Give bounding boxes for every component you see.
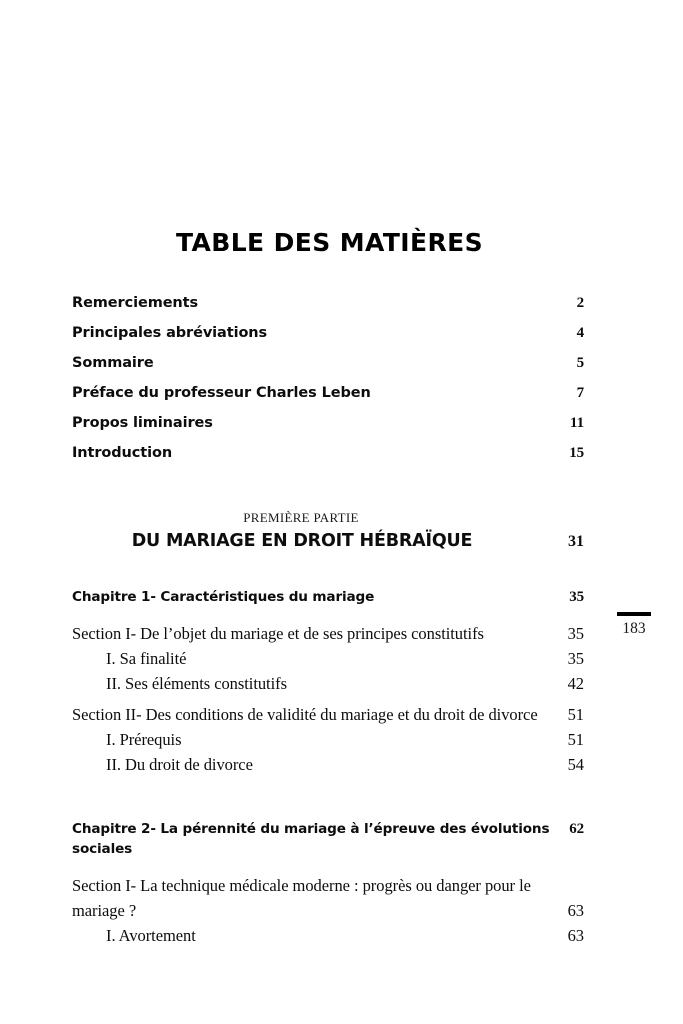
folio-rule xyxy=(617,612,651,616)
subsection-entry[interactable] xyxy=(72,923,584,948)
chapter-page: 62 xyxy=(569,821,584,837)
section-entry[interactable] xyxy=(72,702,584,727)
subsection-page: 42 xyxy=(567,674,584,693)
toc-entry[interactable] xyxy=(72,408,584,438)
toc-entry-page: 11 xyxy=(570,415,584,431)
subsection-entry[interactable] xyxy=(72,752,584,777)
subsection-label: II. Du droit de divorce xyxy=(106,755,253,774)
toc-entry[interactable] xyxy=(72,318,584,348)
toc-entry-page: 15 xyxy=(569,445,584,461)
subsection-label: I. Avortement xyxy=(106,926,196,945)
toc-entry[interactable] xyxy=(72,348,584,378)
subsection-label: II. Ses éléments constitutifs xyxy=(106,674,287,693)
toc-entry-page: 5 xyxy=(576,355,584,371)
chapter-page: 35 xyxy=(569,589,584,605)
toc-entry[interactable] xyxy=(72,378,584,408)
subsection-page: 63 xyxy=(567,926,584,945)
chapter-label: Chapitre 2- La pérennité du mariage à l’épreuve des évolutions sociales xyxy=(72,821,550,857)
folio-number: 183 xyxy=(622,620,646,637)
subsection-entry[interactable] xyxy=(72,727,584,752)
chapter-block-2 xyxy=(72,819,584,948)
section-page: 35 xyxy=(567,624,584,643)
subsection-label: I. Sa finalité xyxy=(106,649,187,668)
subsection-entry[interactable] xyxy=(72,646,584,671)
toc-entry[interactable] xyxy=(72,288,584,318)
toc-entry-label: Principales abréviations xyxy=(72,325,268,341)
subsection-label: I. Prérequis xyxy=(106,730,182,749)
toc-entry-label: Introduction xyxy=(72,445,173,461)
toc-content xyxy=(72,288,584,948)
section-list-2 xyxy=(72,873,584,948)
margin-folio xyxy=(606,612,662,638)
toc-entry-label: Remerciements xyxy=(72,295,199,311)
section-label: Section II- Des conditions de validité du mariage et du droit de divorce xyxy=(72,705,538,724)
subsection-page: 51 xyxy=(567,730,584,749)
section-entry[interactable] xyxy=(72,873,584,923)
subsection-entry[interactable] xyxy=(72,671,584,696)
section-list-1 xyxy=(72,621,584,777)
section-label-line-1: Section I- La technique médicale moderne : progrès ou danger pour le xyxy=(72,876,531,895)
toc-entry-page: 4 xyxy=(576,325,584,341)
toc-entry-label: Propos liminaires xyxy=(72,415,213,431)
subsection-page: 35 xyxy=(567,649,584,668)
part-page: 31 xyxy=(568,533,584,550)
part-entry[interactable] xyxy=(72,531,584,551)
toc-entry-label: Sommaire xyxy=(72,355,154,371)
part-heading-block xyxy=(72,510,584,551)
part-kicker: PREMIÈRE PARTIE xyxy=(243,510,359,525)
section-page: 63 xyxy=(567,901,584,920)
toc-entry-page: 7 xyxy=(576,385,584,401)
front-matter-list xyxy=(72,288,584,468)
section-label-line-2: mariage ? xyxy=(72,901,137,920)
toc-entry-label: Préface du professeur Charles Leben xyxy=(72,385,371,401)
page-title: TABLE DES MATIÈRES xyxy=(175,228,484,257)
toc-entry[interactable] xyxy=(72,438,584,468)
section-label: Section I- De l’objet du mariage et de ses principes constitutifs xyxy=(72,624,484,643)
toc-entry-page: 2 xyxy=(576,295,584,311)
part-title: DU MARIAGE EN DROIT HÉBRAÏQUE xyxy=(131,531,473,551)
section-label-line-2-row xyxy=(72,898,584,923)
subsection-page: 54 xyxy=(567,755,584,774)
chapter-block-1 xyxy=(72,587,584,777)
chapter-entry[interactable] xyxy=(72,819,584,859)
chapter-entry[interactable] xyxy=(72,587,584,607)
section-entry[interactable] xyxy=(72,621,584,646)
section-page: 51 xyxy=(567,705,584,724)
chapter-label: Chapitre 1- Caractéristiques du mariage xyxy=(72,589,375,605)
